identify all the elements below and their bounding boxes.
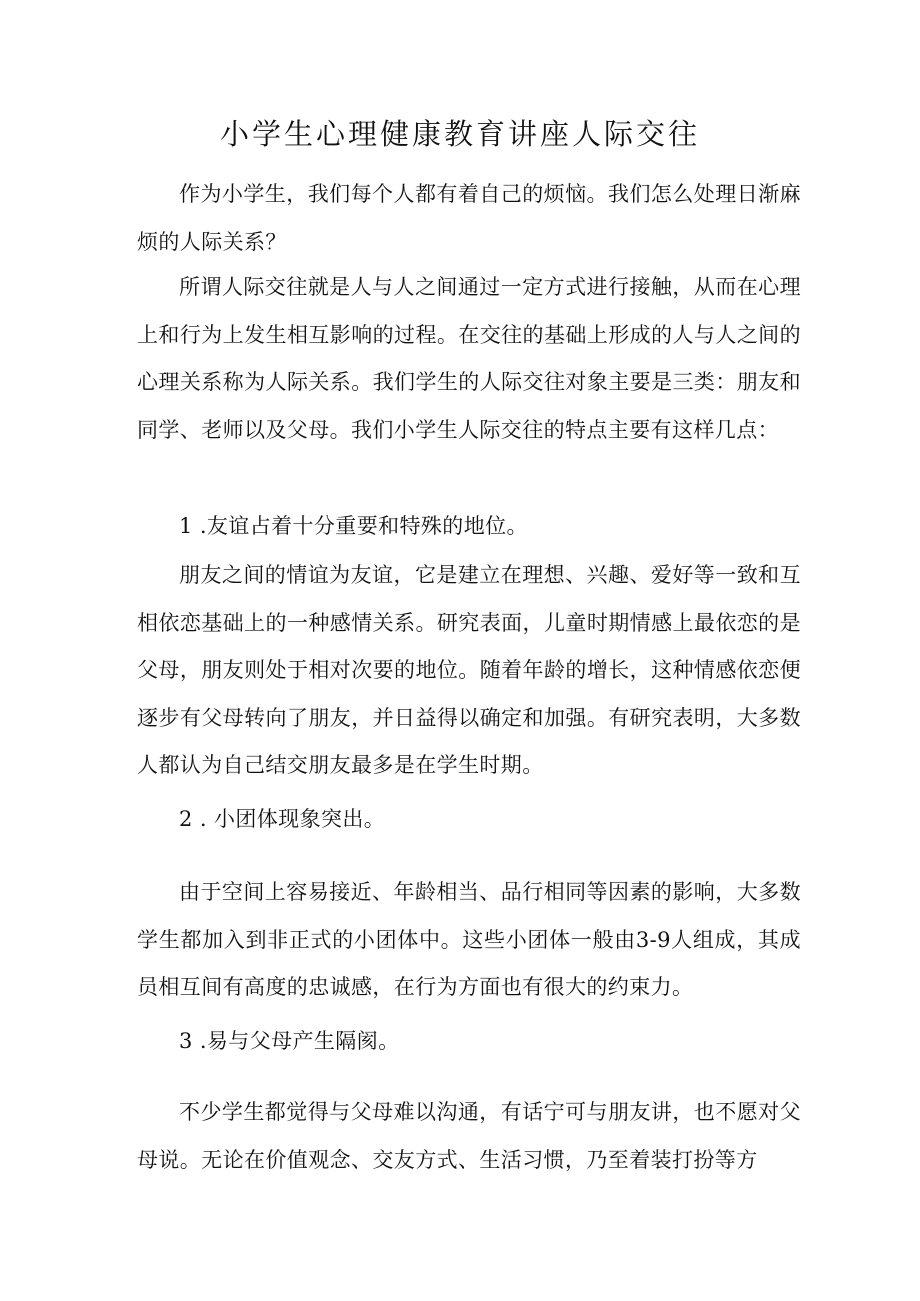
page-title: 小学生心理健康教育讲座人际交往 — [219, 117, 700, 151]
paragraph-small-groups: 由于空间上容易接近、年龄相当、品行相同等因素的影响，大多数学生都加入到非正式的小团体中。这些小团体一般由3-9人组成，其成员相互间有高度的忠诚感，在行为方面也有很大的约束力。 — [137, 880, 801, 1000]
heading-parents: 3 .易与父母产生隔阂。 — [179, 1029, 400, 1053]
paragraph-definition: 所谓人际交往就是人与人之间通过一定方式进行接触，从而在心理上和行为上发生相互影响的过程。在交往的基础上形成的人与人之间的心理关系称为人际关系。我们学生的人际交往对象主要是三类：朋友和同学、老师以及父母。我们小学生人际交往的特点主要有这样几点： — [137, 275, 801, 442]
heading-friendship: 1 .友谊占着十分重要和特殊的地位。 — [179, 514, 528, 538]
heading-small-groups: 2 . 小团体现象突出。 — [179, 807, 386, 831]
paragraph-parents: 不少学生都觉得与父母难以沟通，有话宁可与朋友讲，也不愿对父母说。无论在价值观念、交友方式、生活习惯，乃至着装打扮等方 — [137, 1100, 801, 1172]
paragraph-intro: 作为小学生，我们每个人都有着自己的烦恼。我们怎么处理日渐麻烦的人际关系？ — [137, 182, 801, 254]
paragraph-friendship: 朋友之间的情谊为友谊，它是建立在理想、兴趣、爱好等一致和互相依恋基础上的一种感情关系。研究表面，儿童时期情感上最依恋的是父母，朋友则处于相对次要的地位。随着年龄的增长，这种情感依恋便逐步有父母转向了朋友，并日益得以确定和加强。有研究表明，大多数人都认为自己结交朋友最多是在学生时期。 — [137, 563, 801, 778]
